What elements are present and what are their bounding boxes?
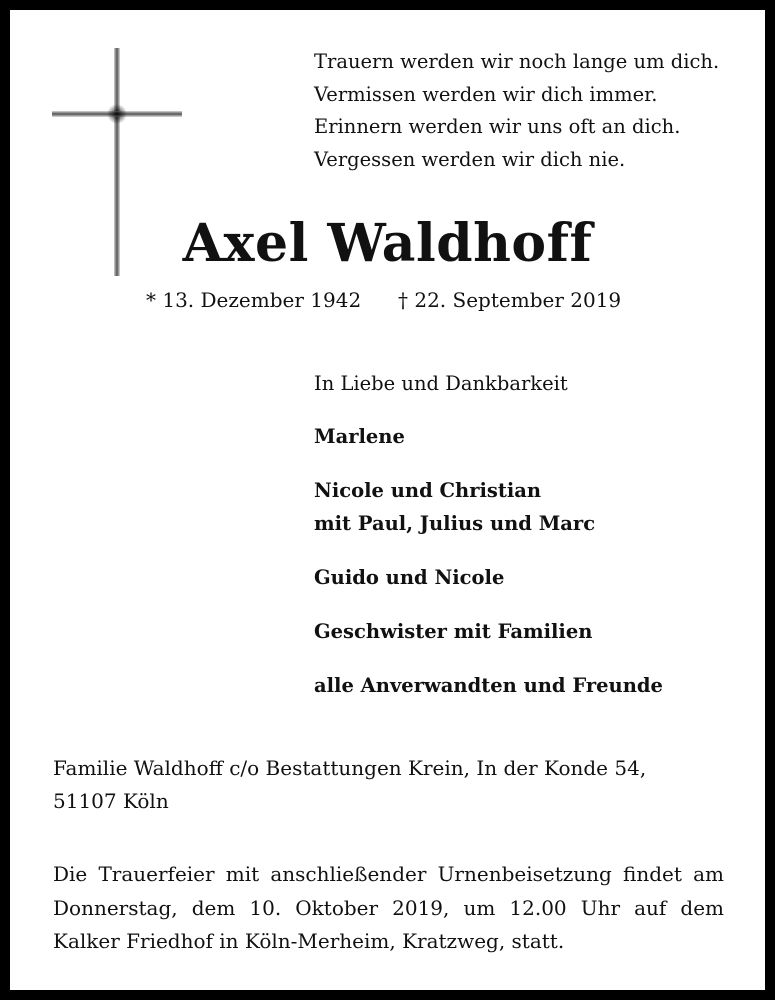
mourner-line: mit Paul, Julius und Marc xyxy=(314,512,596,535)
mourner-group xyxy=(314,474,595,540)
poem-line: Trauern werden wir noch lange um dich. xyxy=(314,50,720,73)
obituary-card xyxy=(10,10,765,990)
deceased-name: Axel Waldhoff xyxy=(182,213,593,274)
mourner-line: alle Anverwandten und Freunde xyxy=(314,674,663,697)
contact-address xyxy=(53,752,646,818)
mourner-group xyxy=(314,420,405,453)
mourner-group xyxy=(314,615,592,648)
mourner-line: Guido und Nicole xyxy=(314,566,505,589)
death-date: † 22. September 2019 xyxy=(398,288,622,312)
poem-line: Erinnern werden wir uns oft an dich. xyxy=(314,115,681,138)
mourner-group xyxy=(314,561,504,594)
poem xyxy=(314,46,719,176)
address-line: Familie Waldhoff c/o Bestattungen Krein, In der Konde 54, xyxy=(53,756,647,780)
poem-line: Vermissen werden wir dich immer. xyxy=(314,82,658,106)
ceremony-notice: Die Trauerfeier mit anschließender Urnenbeisetzung findet am Donnerstag, dem 10. Oktober 2019, um 12.00 Uhr auf dem Kalker Friedhof in Köln-Merheim, Kratzweg, statt. xyxy=(53,862,724,953)
mourner-line: Geschwister mit Familien xyxy=(314,620,593,643)
birth-date: * 13. Dezember 1942 xyxy=(146,288,362,312)
poem-line: Vergessen werden wir dich nie. xyxy=(314,147,626,171)
mourners-intro: In Liebe und Dankbarkeit xyxy=(314,372,568,395)
mourner-line: Marlene xyxy=(314,425,405,448)
address-line: 51107 Köln xyxy=(53,789,169,813)
mourner-group xyxy=(314,669,663,702)
mourner-line: Nicole und Christian xyxy=(314,479,542,502)
